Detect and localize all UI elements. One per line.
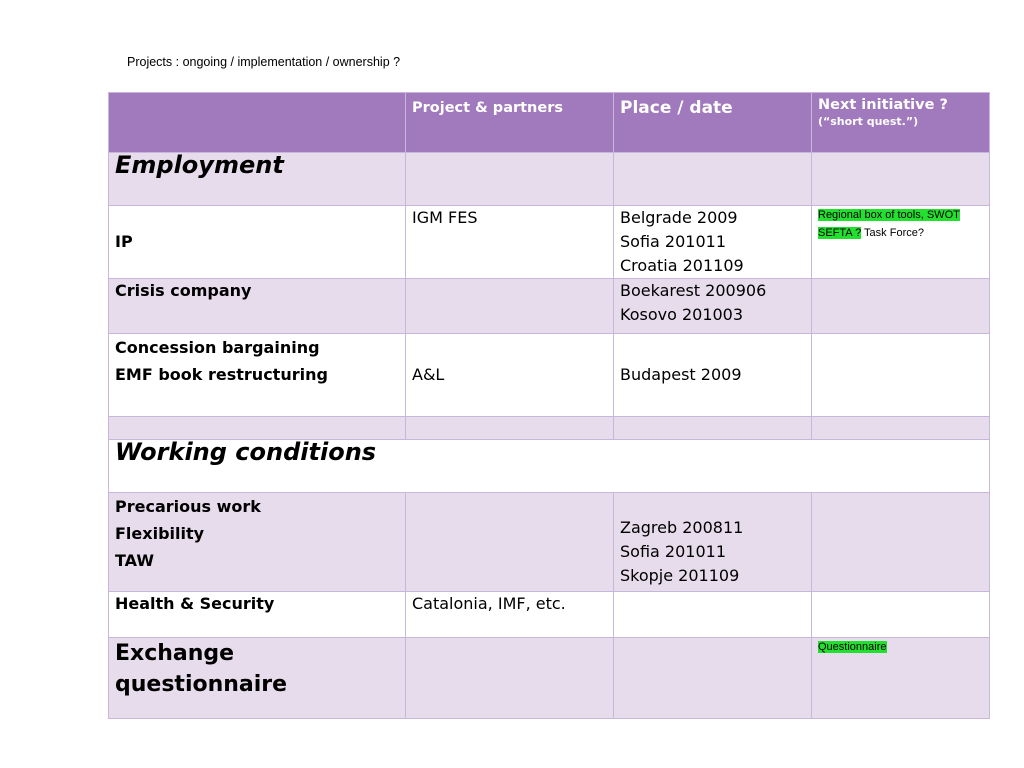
plain-note: Task Force? — [861, 227, 924, 239]
ip-project: IGM FES — [406, 206, 614, 279]
highlight-note: Questionnaire — [818, 641, 887, 653]
precarious-places — [614, 493, 812, 592]
table-row-working-conditions — [109, 440, 990, 493]
ip-places — [614, 206, 812, 279]
projects-table — [108, 92, 990, 719]
concession-place: Budapest 2009 — [614, 334, 812, 417]
highlight-note: SEFTA ? — [818, 227, 862, 239]
place-date: Sofia 201011 — [620, 542, 726, 561]
table-row-spacer — [109, 417, 990, 440]
place-date: Belgrade 2009 — [620, 208, 738, 227]
table-row-employment — [109, 153, 990, 206]
exchange-next-initiative — [812, 638, 990, 719]
highlight-note: Regional box of tools, SWOT — [818, 209, 960, 221]
row-label-line: TAW — [115, 551, 154, 570]
header-next-title: Next initiative ? — [818, 97, 948, 113]
place-date: Boekarest 200906 — [620, 281, 767, 300]
header-project: Project & partners — [406, 93, 614, 153]
header-place: Place / date — [614, 93, 812, 153]
row-label-line: Concession bargaining — [115, 338, 320, 357]
health-project: Catalonia, IMF, etc. — [406, 592, 614, 638]
row-label-health: Health & Security — [109, 592, 406, 638]
row-label-line: Exchange — [115, 641, 235, 666]
section-label-working-conditions: Working conditions — [109, 440, 990, 493]
table-row-health — [109, 592, 990, 638]
page-caption: Projects : ongoing / implementation / ownership ? — [127, 55, 401, 69]
place-date: Skopje 201109 — [620, 566, 740, 585]
row-label-line: Precarious work — [115, 497, 261, 516]
row-label-exchange — [109, 638, 406, 719]
place-date: Sofia 201011 — [620, 232, 726, 251]
place-date: Kosovo 201003 — [620, 305, 744, 324]
header-next-subtitle: (“short quest.”) — [818, 115, 919, 128]
section-label-employment: Employment — [109, 153, 406, 206]
row-label-line: questionnaire — [115, 672, 288, 697]
row-label-line: Flexibility — [115, 524, 205, 543]
row-label-concession — [109, 334, 406, 417]
table-row-ip — [109, 206, 990, 279]
row-label-line: EMF book restructuring — [115, 365, 328, 384]
row-label-ip: IP — [109, 206, 406, 279]
row-label-crisis: Crisis company — [109, 279, 406, 334]
ip-next-initiative — [812, 206, 990, 279]
table-row-precarious — [109, 493, 990, 592]
row-label-precarious — [109, 493, 406, 592]
concession-project: A&L — [406, 334, 614, 417]
table-row-concession — [109, 334, 990, 417]
crisis-places — [614, 279, 812, 334]
header-next — [812, 93, 990, 153]
header-topic-cell — [109, 93, 406, 153]
place-date: Zagreb 200811 — [620, 518, 744, 537]
table-row-crisis — [109, 279, 990, 334]
table-row-exchange — [109, 638, 990, 719]
header-row — [109, 93, 990, 153]
place-date: Croatia 201109 — [620, 256, 744, 275]
